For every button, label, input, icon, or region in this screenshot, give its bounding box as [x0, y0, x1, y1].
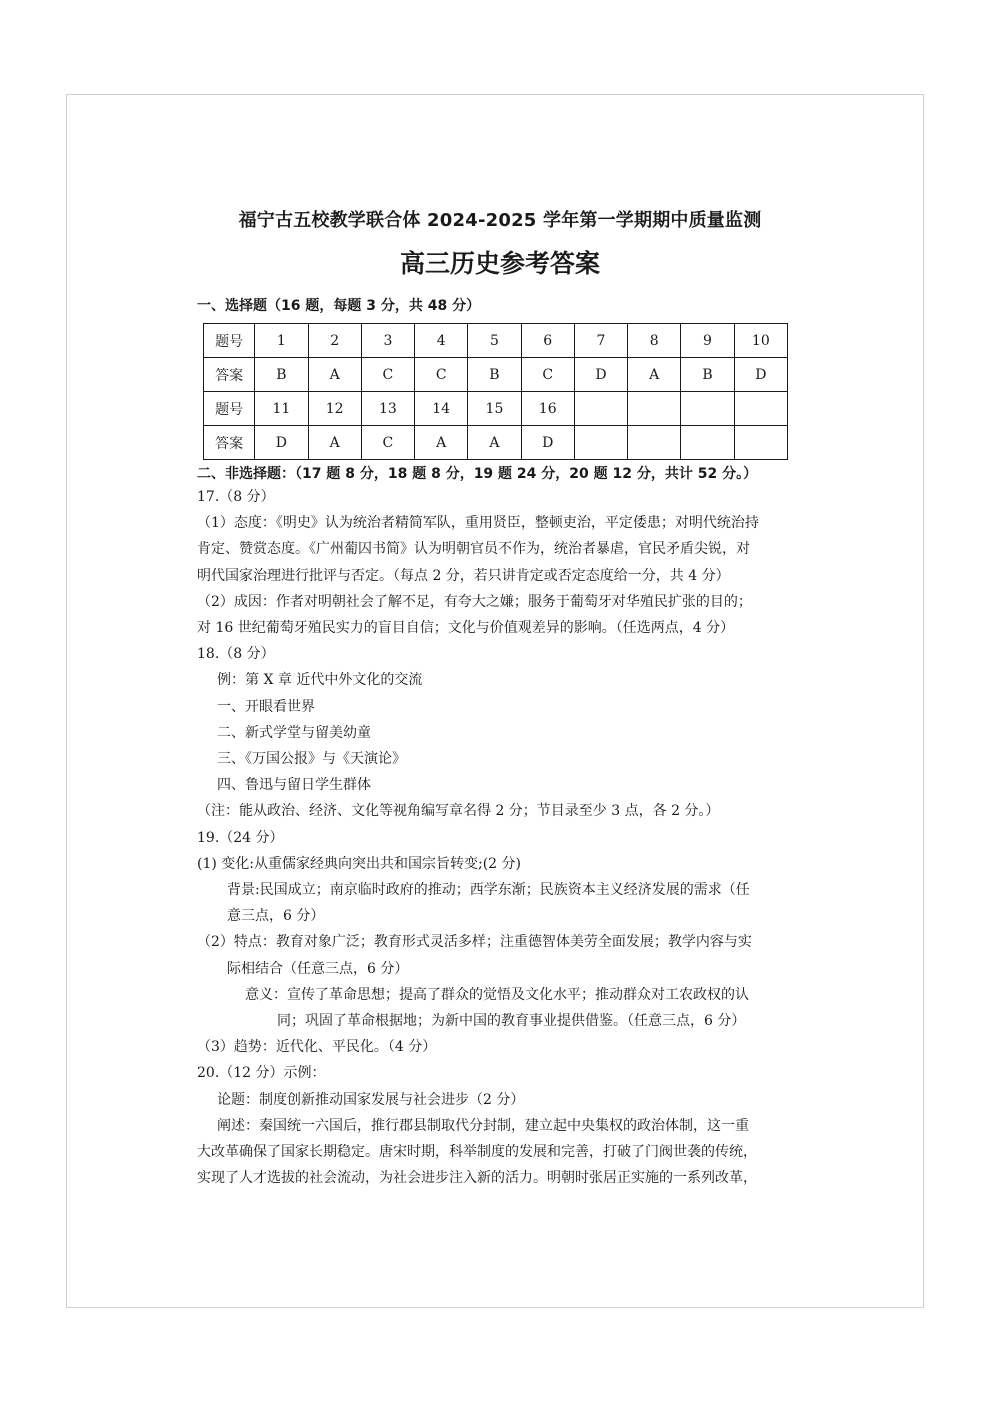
q19-part1: (1) 变化:从重儒家经典向突出共和国宗旨转变;(2 分)	[197, 855, 521, 872]
answer-cell: B	[468, 358, 521, 392]
q20-body-line1: 阐述：秦国统一六国后，推行郡县制取代分封制，建立起中央集权的政治体制，这一重	[217, 1117, 749, 1134]
q17-part1-line3: 明代国家治理进行批评与否定。（每点 2 分，若只讲肯定或否定态度给一分，共 4 分）	[197, 567, 730, 584]
question-cell: 10	[734, 324, 787, 358]
q19-significance-line1: 意义：宣传了革命思想；提高了群众的觉悟及文化水平；推动群众对工农政权的认	[245, 986, 749, 1003]
answer-cell	[628, 426, 681, 460]
question-row-label: 题号	[204, 324, 255, 358]
answer-cell: B	[255, 358, 308, 392]
q19-heading: 19.（24 分）	[197, 829, 284, 846]
question-cell: 12	[308, 392, 361, 426]
answer-cell	[734, 426, 787, 460]
q19-significance-line2: 同；巩固了革命根据地；为新中国的教育事业提供借鉴。（任意三点，6 分）	[277, 1013, 746, 1030]
question-cell: 11	[255, 392, 308, 426]
question-cell: 15	[468, 392, 521, 426]
document-title: 福宁古五校教学联合体 2024-2025 学年第一学期期中质量监测	[238, 210, 762, 231]
question-cell	[734, 392, 787, 426]
q19-part3: （3）趋势：近代化、平民化。（4 分）	[197, 1039, 437, 1056]
answer-cell: C	[361, 358, 414, 392]
question-cell: 8	[628, 324, 681, 358]
q18-item: 三、《万国公报》与《天演论》	[217, 751, 406, 768]
question-cell	[574, 392, 627, 426]
document-subtitle: 高三历史参考答案	[399, 249, 600, 278]
answer-document	[197, 208, 803, 1191]
answer-row-label: 答案	[204, 358, 255, 392]
answer-cell: D	[521, 426, 574, 460]
answer-row-label: 答案	[204, 426, 255, 460]
q19-background-line1: 背景:民国成立；南京临时政府的推动；西学东渐；民族资本主义经济发展的需求（任	[227, 882, 750, 899]
answer-cell: A	[415, 426, 468, 460]
question-cell: 3	[361, 324, 414, 358]
question-row-label: 题号	[204, 392, 255, 426]
question-row	[204, 324, 788, 358]
answer-table	[203, 323, 788, 460]
section1-heading: 一、选择题（16 题，每题 3 分，共 48 分）	[197, 298, 481, 314]
q19-part2-line1: （2）特点：教育对象广泛；教育形式灵活多样；注重德智体美劳全面发展；教学内容与实	[197, 934, 752, 951]
q17-part1-line2: 肯定、赞赏态度。《广州葡囚书简》认为明朝官员不作为，统治者暴虐，官民矛盾尖锐，对	[197, 541, 750, 558]
q20-thesis: 论题：制度创新推动国家发展与社会进步（2 分）	[217, 1091, 525, 1108]
q20-heading: 20.（12 分）示例：	[197, 1065, 326, 1082]
section2-heading: 二、非选择题：（17 题 8 分，18 题 8 分，19 题 24 分，20 题 12 分，共计 52 分。）	[197, 466, 758, 482]
question-row	[204, 392, 788, 426]
answer-cell: A	[468, 426, 521, 460]
q19-part2-line2: 际相结合（任意三点，6 分）	[227, 960, 409, 977]
q18-item: 一、开眼看世界	[217, 698, 315, 715]
q17-part2-line2: 对 16 世纪葡萄牙殖民实力的盲目自信；文化与价值观差异的影响。（任选两点，4 分）	[197, 620, 735, 637]
q18-item: 四、鲁迅与留日学生群体	[217, 777, 371, 794]
question-cell	[628, 392, 681, 426]
answer-cell: D	[255, 426, 308, 460]
q20-body-line3: 实现了人才选拔的社会流动，为社会进步注入新的活力。明朝时张居正实施的一系列改革，	[197, 1170, 757, 1187]
answer-cell: D	[574, 358, 627, 392]
question-cell: 7	[574, 324, 627, 358]
q18-example: 例：第 X 章 近代中外文化的交流	[217, 672, 423, 689]
question-cell	[681, 392, 734, 426]
answer-cell: C	[415, 358, 468, 392]
question-cell: 4	[415, 324, 468, 358]
question-cell: 2	[308, 324, 361, 358]
answer-cell: A	[628, 358, 681, 392]
q18-note: （注：能从政治、经济、文化等视角编写章名得 2 分；节目录至少 3 点，各 2 分。）	[197, 803, 720, 820]
question-cell: 6	[521, 324, 574, 358]
answer-cell: C	[521, 358, 574, 392]
question-cell: 9	[681, 324, 734, 358]
q19-background-line2: 意三点，6 分）	[227, 908, 325, 925]
q18-item: 二、新式学堂与留美幼童	[217, 724, 371, 741]
question-cell: 14	[415, 392, 468, 426]
answer-row	[204, 426, 788, 460]
answer-cell: A	[308, 426, 361, 460]
question-cell: 13	[361, 392, 414, 426]
q17-part2-line1: （2）成因：作者对明朝社会了解不足，有夸大之嫌；服务于葡萄牙对华殖民扩张的目的；	[197, 593, 752, 610]
q17-part1-line1: （1）态度：《明史》认为统治者精简军队，重用贤臣，整顿吏治，平定倭患；对明代统治持	[197, 515, 759, 532]
q20-body-line2: 大改革确保了国家长期稳定。唐宋时期，科举制度的发展和完善，打破了门阀世袭的传统，	[197, 1144, 757, 1161]
answer-cell	[681, 426, 734, 460]
answer-row	[204, 358, 788, 392]
question-cell: 5	[468, 324, 521, 358]
answer-cell: D	[734, 358, 787, 392]
answer-cell	[574, 426, 627, 460]
q18-heading: 18.（8 分）	[197, 646, 275, 663]
question-cell: 1	[255, 324, 308, 358]
answer-cell: B	[681, 358, 734, 392]
answer-cell: C	[361, 426, 414, 460]
answer-cell: A	[308, 358, 361, 392]
question-cell: 16	[521, 392, 574, 426]
q17-heading: 17.（8 分）	[197, 489, 275, 505]
